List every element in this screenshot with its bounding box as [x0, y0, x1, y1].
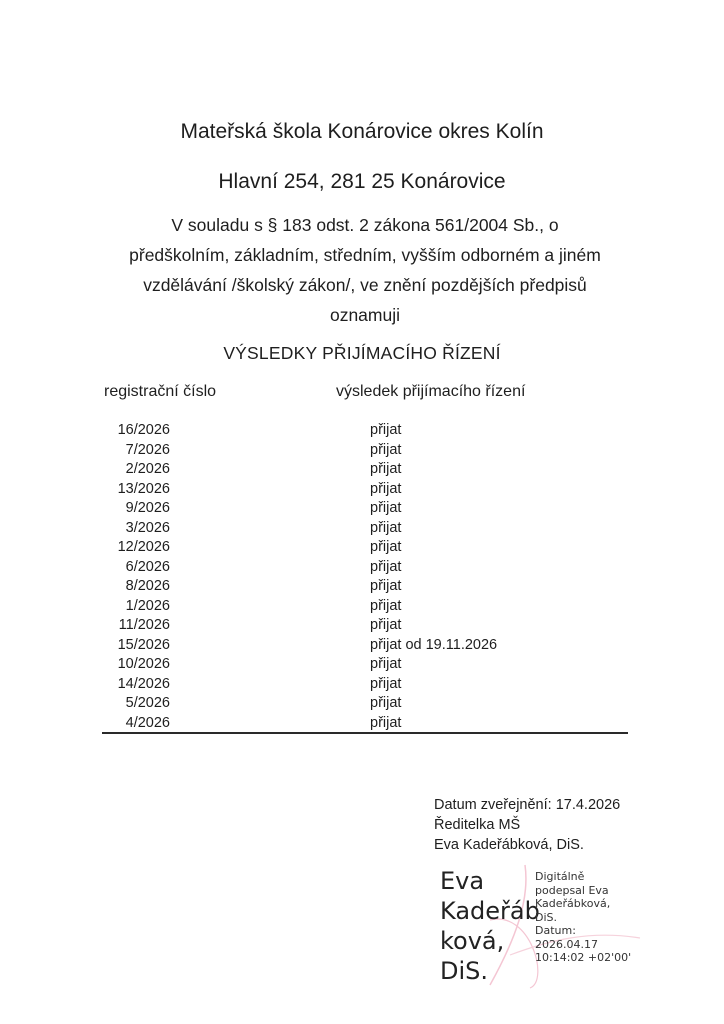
registration-number: 8/2026: [125, 578, 170, 594]
result-value: přijat: [370, 480, 402, 497]
table-row: [104, 421, 634, 441]
table-row: [104, 675, 634, 695]
registration-number: 2/2026: [125, 461, 170, 477]
result-value: přijat: [370, 695, 402, 711]
table-row: [104, 460, 634, 480]
registration-number: 13/2026: [117, 480, 170, 497]
digital-signature-name: [440, 866, 540, 986]
result-value: přijat: [370, 422, 402, 438]
result-value: přijat: [370, 675, 402, 692]
table-row: [104, 558, 634, 578]
registration-number: 4/2026: [125, 714, 170, 731]
registration-number: 7/2026: [125, 441, 170, 458]
registration-number: 5/2026: [125, 695, 170, 711]
table-row: [104, 616, 634, 636]
table-row: [104, 480, 634, 500]
signature-meta-line: Kadeřábková,: [535, 897, 611, 910]
intro-line: oznamuji: [329, 305, 401, 325]
registration-number: 3/2026: [125, 519, 170, 536]
signer-name: Eva Kadeřábková, DiS.: [434, 837, 584, 853]
signature-name-line: DiS.: [440, 957, 489, 985]
result-value: přijat: [370, 461, 402, 477]
school-address: Hlavní 254, 281 25 Konárovice: [218, 170, 506, 193]
registration-number: 1/2026: [125, 597, 170, 614]
school-name: Mateřská škola Konárovice okres Kolín: [180, 120, 544, 143]
registration-number: 9/2026: [125, 500, 170, 516]
signer-role: Ředitelka MŠ: [434, 817, 521, 833]
registration-number: 10/2026: [117, 656, 170, 672]
result-value: přijat od 19.11.2026: [370, 636, 498, 653]
table-row: [104, 597, 634, 617]
signature-meta-line: 10:14:02 +02'00': [535, 951, 632, 964]
result-value: přijat: [370, 656, 402, 672]
signature-name-line: Eva: [440, 867, 485, 895]
registration-number: 11/2026: [118, 617, 170, 633]
table-row: [104, 519, 634, 539]
result-value: přijat: [370, 714, 402, 731]
intro-line: V souladu s § 183 odst. 2 zákona 561/2004 Sb., o: [171, 215, 559, 235]
result-value: přijat: [370, 519, 402, 536]
table-row: [104, 655, 634, 675]
publication-footer: [434, 795, 620, 855]
table-row: [104, 441, 634, 461]
registration-number: 6/2026: [125, 558, 170, 575]
intro-line: vzdělávání /školský zákon/, ve znění pozdějších předpisů: [143, 275, 587, 295]
results-heading: VÝSLEDKY PŘIJÍMACÍHO ŘÍZENÍ: [223, 343, 501, 363]
signature-meta-line: Datum:: [535, 924, 576, 937]
table-row: [104, 499, 634, 519]
result-value: přijat: [370, 539, 402, 555]
column-header-registration: registrační číslo: [104, 383, 217, 400]
table-bottom-rule: [102, 732, 628, 734]
result-value: přijat: [370, 597, 402, 614]
table-row: [104, 577, 634, 597]
result-value: přijat: [370, 558, 402, 575]
registration-number: 16/2026: [117, 422, 170, 438]
registration-number: 14/2026: [117, 675, 170, 692]
table-row: [104, 694, 634, 714]
publication-date: Datum zveřejnění: 17.4.2026: [434, 797, 621, 813]
result-value: přijat: [370, 500, 402, 516]
results-table: [104, 421, 634, 733]
registration-number: 12/2026: [117, 539, 170, 555]
digital-signature-details: [535, 870, 631, 965]
result-value: přijat: [370, 617, 402, 633]
registration-number: 15/2026: [117, 636, 170, 653]
intro-line: předškolním, základním, středním, vyšším odborném a jiném: [129, 245, 601, 265]
signature-meta-line: podepsal Eva: [535, 883, 609, 897]
signature-name-line: ková,: [440, 927, 505, 955]
result-value: přijat: [370, 578, 402, 594]
column-header-result: výsledek přijímacího řízení: [336, 383, 526, 400]
signature-meta-line: 2026.04.17: [535, 937, 598, 951]
table-row: [104, 636, 634, 656]
signature-meta-line: DiS.: [535, 910, 558, 924]
result-value: přijat: [370, 441, 402, 458]
table-row: [104, 714, 634, 734]
signature-meta-line: Digitálně: [535, 870, 585, 883]
table-row: [104, 538, 634, 558]
legal-intro: [95, 210, 635, 330]
signature-name-line: Kadeřáb: [440, 897, 540, 925]
